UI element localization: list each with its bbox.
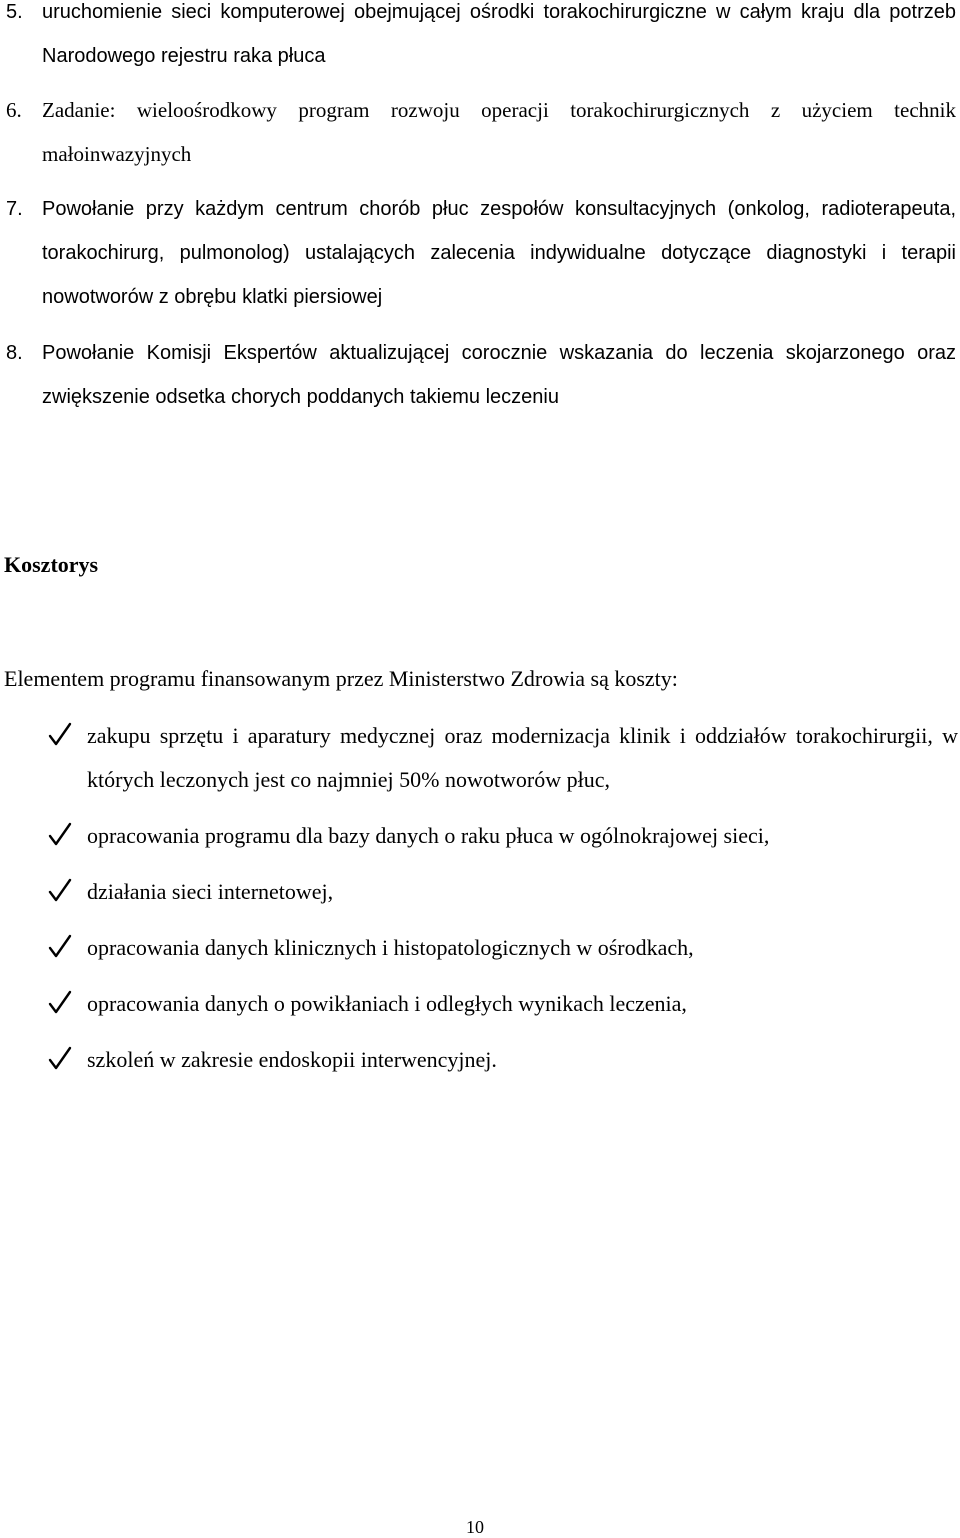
item-number: 8. xyxy=(6,342,23,364)
item-text: Zadanie: wieloośrodkowy program rozwoju operacji torakochirurgicznych z użyciem technik małoinwazyjnych xyxy=(42,98,956,166)
item-number: 5. xyxy=(6,1,23,23)
checklist-item-text: opracowania danych o powikłaniach i odległych wynikach leczenia, xyxy=(87,991,687,1016)
numbered-item-5 xyxy=(6,0,956,78)
check-mark-icon xyxy=(48,721,72,747)
checklist-item-text: szkoleń w zakresie endoskopii interwencyjnej. xyxy=(87,1047,497,1072)
numbered-item-7 xyxy=(6,187,956,319)
checklist-item xyxy=(0,870,958,914)
section-heading: Kosztorys xyxy=(4,552,99,577)
checklist-item-text: opracowania danych klinicznych i histopatologicznych w ośrodkach, xyxy=(87,935,694,960)
item-number: 6. xyxy=(6,98,22,122)
checklist-item-text: opracowania programu dla bazy danych o raku płuca w ogólnokrajowej sieci, xyxy=(87,823,770,848)
numbered-item-8 xyxy=(6,331,956,419)
numbered-item-6 xyxy=(6,88,956,176)
checklist-item xyxy=(0,714,958,802)
item-text: Powołanie przy każdym centrum chorób płuc zespołów konsultacyjnych (onkolog, radioterapeuta, torakochirurg, pulmonolog) ustalających zalecenia indywidualne dotyczące diagnostyki i terapii nowotworów z obrębu klatki piersiowej xyxy=(42,198,956,308)
check-mark-icon xyxy=(48,989,72,1015)
page-number: 10 xyxy=(466,1517,484,1537)
item-text: Powołanie Komisji Ekspertów aktualizującej corocznie wskazania do leczenia skojarzonego oraz zwiększenie odsetka chorych poddanych takiemu leczeniu xyxy=(42,342,956,408)
section-intro: Elementem programu finansowanym przez Ministerstwo Zdrowia są koszty: xyxy=(4,666,678,691)
checklist-item-text: działania sieci internetowej, xyxy=(87,879,334,904)
checklist-item xyxy=(0,926,958,970)
check-mark-icon xyxy=(48,877,72,903)
item-text: uruchomienie sieci komputerowej obejmującej ośrodki torakochirurgiczne w całym kraju dla potrzeb Narodowego rejestru raka płuca xyxy=(42,1,956,67)
check-mark-icon xyxy=(48,821,72,847)
check-mark-icon xyxy=(48,933,72,959)
check-mark-icon xyxy=(48,1045,72,1071)
checklist-item xyxy=(0,982,958,1026)
checklist-item xyxy=(0,1038,958,1082)
cost-checklist xyxy=(0,714,958,1094)
checklist-item-text: zakupu sprzętu i aparatury medycznej oraz modernizacja klinik i oddziałów torakochirurgii, w których leczonych jest co najmniej 50% nowotworów płuc, xyxy=(87,723,958,792)
item-number: 7. xyxy=(6,198,23,220)
checklist-item xyxy=(0,814,958,858)
